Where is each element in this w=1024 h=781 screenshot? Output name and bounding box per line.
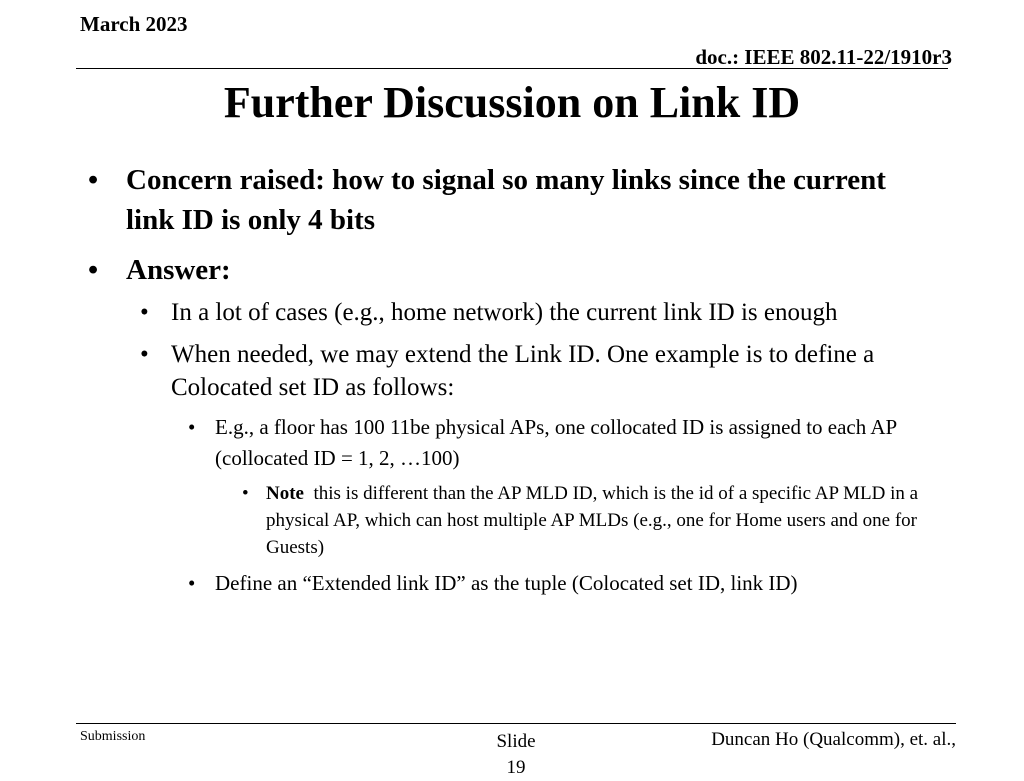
note-label: Note	[266, 483, 304, 504]
slide-label: Slide	[496, 731, 536, 752]
footer-slide-number	[480, 729, 552, 781]
bullet-answer	[88, 250, 918, 290]
bullet-text	[266, 480, 942, 561]
bullet-text: E.g., a floor has 100 11be physical APs, one collocated ID is assigned to each AP (collocated ID = 1, 2, …100)	[215, 415, 897, 470]
bullet-floor-example	[188, 412, 948, 474]
slide-title: Further Discussion on Link ID	[223, 78, 801, 127]
bullet-text: When needed, we may extend the Link ID. One example is to define a Colocated set ID as follows:	[171, 341, 875, 401]
bullet-concern	[88, 160, 918, 240]
bullet-extend-link-id	[140, 338, 940, 404]
bullet-dot: •	[88, 164, 99, 196]
bullet-text: Define an “Extended link ID” as the tuple (Colocated set ID, link ID)	[215, 571, 798, 595]
note-text: this is different than the AP MLD ID, which is the id of a specific AP MLD in a physical AP, which can host multiple AP MLDs (e.g., one for Home users and one for Guests)	[266, 483, 923, 558]
bullet-dot: •	[88, 254, 99, 286]
bullet-text: Answer:	[126, 254, 231, 286]
bullet-note	[242, 480, 942, 561]
bullet-text: Concern raised: how to signal so many links since the current link ID is only 4 bits	[126, 164, 886, 236]
slide-number: 19	[506, 757, 526, 778]
header-divider	[76, 68, 948, 69]
bullet-text: In a lot of cases (e.g., home network) the current link ID is enough	[171, 299, 838, 326]
header-date: March 2023	[80, 12, 188, 36]
footer-divider	[76, 723, 956, 724]
bullet-extended-link-id	[188, 568, 948, 599]
bullet-dot: •	[140, 299, 149, 326]
bullet-dot: •	[188, 415, 196, 439]
bullet-dot: •	[140, 341, 149, 368]
footer-author: Duncan Ho (Qualcomm), et. al.,	[711, 729, 956, 750]
header-doc-id: doc.: IEEE 802.11-22/1910r3	[695, 45, 952, 69]
bullet-dot: •	[242, 483, 249, 504]
bullet-current-link-id	[140, 296, 940, 329]
bullet-dot: •	[188, 571, 196, 595]
footer-submission: Submission	[80, 729, 146, 744]
